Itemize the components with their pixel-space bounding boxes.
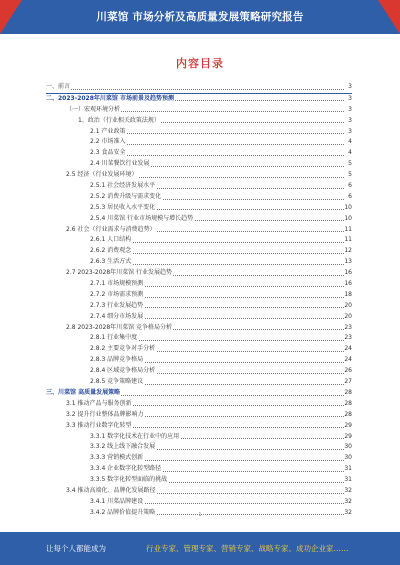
toc-entry[interactable] (46, 486, 352, 497)
toc-entry-label: 2.6.2 消费观念 (90, 246, 132, 257)
toc-entry[interactable] (46, 475, 352, 486)
toc-entry-page: 20 (344, 301, 352, 312)
toc-entry-page: 5 (344, 170, 352, 181)
toc-leader-dots (90, 133, 344, 134)
toc-entry[interactable] (46, 105, 352, 116)
toc-entry-label: 3.3.4 企业数字化转型路径 (90, 464, 162, 475)
toc-entry-label: 3.2 提升行业整体品牌影响力 (66, 410, 144, 421)
toc-entry[interactable] (46, 279, 352, 290)
toc-entry-label: 2.7.3 行业发展趋势 (90, 301, 144, 312)
toc-entry-label: 二、2023-2028年川菜馆 市场前景及趋势预测 (46, 94, 175, 105)
toc-entry-label: 3.4.2 品牌价值提升策略 (90, 508, 156, 519)
toc-entry-page: 5 (344, 159, 352, 170)
toc-entry-label: 2.8.5 竞争策略建议 (90, 377, 144, 388)
toc-entry-label: 2.7.1 市场规模预测 (90, 279, 144, 290)
toc-entry-page: 26 (344, 366, 352, 377)
toc-leader-dots (90, 155, 344, 156)
toc-entry-page: 27 (344, 377, 352, 388)
toc-entry-label: 三、川菜馆 高质量发展策略 (46, 388, 121, 399)
toc-entry[interactable] (46, 148, 352, 159)
toc-entry-page: 28 (344, 388, 352, 399)
page-footer (0, 532, 400, 565)
toc-entry[interactable] (46, 432, 352, 443)
toc-entry[interactable] (46, 94, 352, 105)
toc-entry-label: 2.6.3 生活方式 (90, 257, 132, 268)
toc-entry-page: 4 (344, 148, 352, 159)
toc-entry-label: 3.3 推动行业数字化转型 (66, 421, 132, 432)
toc-entry[interactable] (46, 192, 352, 203)
toc-entry-page: 11 (344, 235, 352, 246)
toc-entry-page: 12 (344, 246, 352, 257)
toc-entry-page: 3 (344, 127, 352, 138)
page-header (0, 0, 400, 34)
toc-leader-dots (46, 89, 344, 90)
toc-entry-page: 6 (344, 192, 352, 203)
toc-entry[interactable] (46, 301, 352, 312)
toc-entry-label: 2.6 社会（行业需求与消费趋势） (66, 225, 156, 236)
toc-entry[interactable] (46, 203, 352, 214)
toc-entry-page: 6 (344, 181, 352, 192)
toc-entry-label: 3.4 推动高端化、品牌化发展路径 (66, 486, 156, 497)
toc-entry-label: 2.5.2 消费升级与需求变化 (90, 192, 162, 203)
toc-entry-label: 3.3.2 线上线下融合发展 (90, 442, 156, 453)
toc-entry[interactable] (46, 366, 352, 377)
toc-entry[interactable] (46, 333, 352, 344)
toc-entry-label: 2.5.3 居民收入水平变化 (90, 203, 156, 214)
toc-entry-page: 3 (344, 116, 352, 127)
toc-entry-page: 24 (344, 344, 352, 355)
toc-entry[interactable] (46, 170, 352, 181)
toc-entry-page: 28 (344, 399, 352, 410)
toc-entry-page: 18 (344, 290, 352, 301)
toc-entry-page: 28 (344, 410, 352, 421)
toc-entry-label: 3.3.5 数字化转型面临的挑战 (90, 475, 168, 486)
toc-entry-page: 4 (344, 137, 352, 148)
toc-entry-label: 一、前言 (46, 82, 71, 93)
toc-entry-page: 3 (344, 82, 352, 93)
toc-entry-label: 2.5.1 社会经济发展水平 (90, 181, 156, 192)
toc-entry-page: 32 (344, 497, 352, 508)
toc-entry[interactable] (46, 497, 352, 508)
toc-entry-label: 2.8.2 主要竞争对手分析 (90, 344, 156, 355)
toc-entry-label: 3.4.1 川菜品牌建设 (90, 497, 144, 508)
toc-entry-label: 2.5.4 川菜馆 行业市场规模与增长趋势 (90, 214, 194, 225)
toc-entry-page: 3 (344, 94, 352, 105)
toc-entry[interactable] (46, 235, 352, 246)
toc-entry[interactable] (46, 312, 352, 323)
toc-entry-page: 31 (344, 475, 352, 486)
toc-entry[interactable] (46, 355, 352, 366)
toc-title: 内容目录 (176, 57, 224, 70)
toc-entry-label: 2.3 食品安全 (90, 148, 126, 159)
toc-entry[interactable] (46, 453, 352, 464)
toc-entry[interactable] (46, 410, 352, 421)
toc-entry[interactable] (46, 399, 352, 410)
toc-entry[interactable] (46, 116, 352, 127)
toc-entry-page: 30 (344, 453, 352, 464)
toc-entry-label: 3.3.1 数字化技术在行业中的应用 (90, 432, 180, 443)
toc-entry[interactable] (46, 181, 352, 192)
toc-entry[interactable] (46, 388, 352, 399)
footer-slogan-right: 行业专家、管理专家、营销专家、战略专家、成功企业家…… (146, 544, 349, 553)
toc-entry-page: 10 (344, 214, 352, 225)
toc-entry-page: 11 (344, 225, 352, 236)
toc-entry[interactable] (46, 377, 352, 388)
toc-entry[interactable] (46, 268, 352, 279)
toc-entry-page: 32 (344, 486, 352, 497)
toc-entry-label: 2.4 川菜餐饮行业发展 (90, 159, 150, 170)
header-corner-left (0, 0, 22, 34)
toc-entry[interactable] (46, 214, 352, 225)
toc-entry-label: 2.1 产业政策 (90, 127, 126, 138)
toc-entry-label: 1、政治（行业相关政策法规） (78, 116, 161, 127)
toc-entry-label: 2.7.2 市场需求预测 (90, 290, 144, 301)
toc-entry-label: （一）宏观环境分析 (66, 105, 121, 116)
toc-entry-label: 2.2 市场准入 (90, 137, 126, 148)
toc-entry-page: 30 (344, 442, 352, 453)
toc-entry[interactable] (46, 225, 352, 236)
toc-entry-page: 13 (344, 257, 352, 268)
toc-entry-label: 2.8.3 品牌竞争格局 (90, 355, 144, 366)
toc-entry-label: 3.1 推动产品与服务创新 (66, 399, 132, 410)
toc-entry-page: 32 (344, 508, 352, 519)
toc-entry-label: 2.7 2023-2028年川菜馆 行业发展趋势 (66, 268, 173, 279)
toc-entry[interactable] (46, 246, 352, 257)
footer-slogan-left: 让每个人都能成为 (46, 544, 106, 553)
toc-entry-label: 2.5 经济（行业发展环境） (66, 170, 138, 181)
toc-entry-label: 2.8 2023-2028年川菜馆 竞争格局分析 (66, 323, 173, 334)
report-title: 川菜馆 市场分析及高质量发展策略研究报告 (96, 11, 304, 23)
toc-entry-page: 23 (344, 323, 352, 334)
table-of-contents (46, 82, 352, 519)
header-corner-right (378, 0, 400, 34)
toc-entry-page: 29 (344, 421, 352, 432)
toc-entry[interactable] (46, 257, 352, 268)
toc-entry-page: 24 (344, 355, 352, 366)
toc-entry-label: 2.6.1 人口结构 (90, 235, 132, 246)
toc-entry-page: 3 (344, 105, 352, 116)
toc-entry-page: 31 (344, 464, 352, 475)
toc-entry-label: 2.8.4 区域竞争格局分析 (90, 366, 156, 377)
toc-entry[interactable] (46, 323, 352, 334)
toc-entry[interactable] (46, 344, 352, 355)
toc-leader-dots (90, 144, 344, 145)
toc-entry-label: 2.8.1 行业集中度 (90, 333, 138, 344)
toc-entry-page: 16 (344, 268, 352, 279)
page-number: 1 (198, 512, 202, 518)
toc-entry-label: 3.3.3 营销模式创新 (90, 453, 144, 464)
toc-entry-label: 2.7.4 细分市场发展 (90, 312, 144, 323)
toc-entry[interactable] (46, 137, 352, 148)
toc-entry[interactable] (46, 442, 352, 453)
toc-entry-page: 16 (344, 279, 352, 290)
toc-entry[interactable] (46, 421, 352, 432)
toc-entry-page: 23 (344, 333, 352, 344)
toc-entry[interactable] (46, 159, 352, 170)
toc-entry[interactable] (46, 82, 352, 94)
toc-entry-page: 20 (344, 312, 352, 323)
toc-entry-page: 29 (344, 432, 352, 443)
toc-entry[interactable] (46, 290, 352, 301)
toc-entry[interactable] (46, 127, 352, 138)
toc-entry[interactable] (46, 464, 352, 475)
toc-entry-page: 10 (344, 203, 352, 214)
